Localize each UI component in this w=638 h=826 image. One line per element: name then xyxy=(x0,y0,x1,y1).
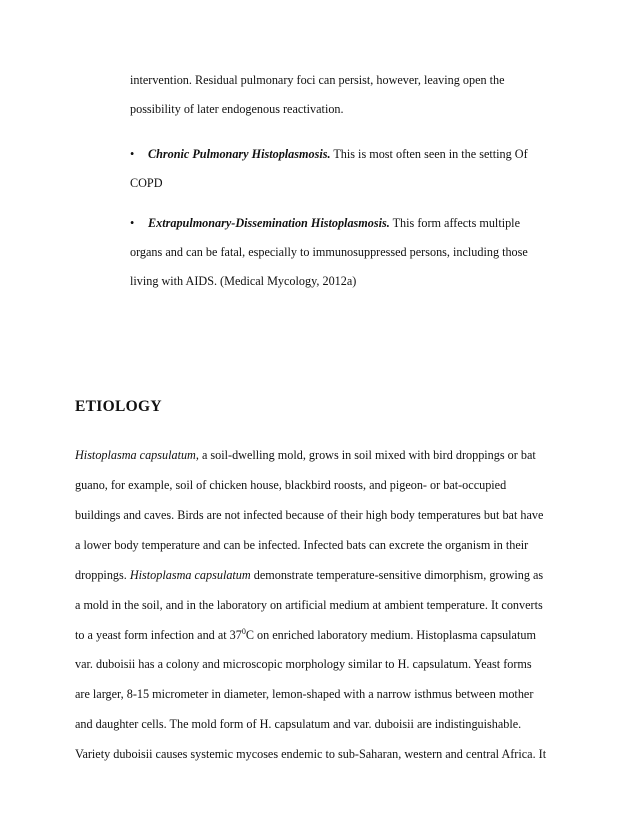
line-text: to a yeast form infection and at 37 xyxy=(75,628,242,642)
paragraph-line xyxy=(75,567,543,583)
section-heading: ETIOLOGY xyxy=(75,398,162,415)
intro-line-1: intervention. Residual pulmonary foci can persist, however, leaving open the xyxy=(130,73,505,87)
bullet-extrapulmonary xyxy=(130,215,520,231)
bullet-extrapulmonary-line-2: organs and can be fatal, especially to immunosuppressed persons, including those xyxy=(130,245,528,259)
bullet-text: This form affects multiple xyxy=(389,216,520,230)
paragraph-line xyxy=(75,627,536,643)
line-text: demonstrate temperature-sensitive dimorphism, growing as xyxy=(250,568,544,582)
bullet-extrapulmonary-line-3: living with AIDS. (Medical Mycology, 2012a) xyxy=(130,274,357,288)
paragraph-line: a mold in the soil, and in the laboratory on artificial medium at ambient temperature. It converts xyxy=(75,598,543,612)
species-name: Histoplasma capsulatum xyxy=(129,568,251,582)
bullet-title: Extrapulmonary-Dissemination Histoplasmosis. xyxy=(148,216,390,230)
bullet-chronic-line-2: COPD xyxy=(130,176,163,190)
line-text: C on enriched laboratory medium. Histoplasma capsulatum xyxy=(245,628,536,642)
bullet-title: Chronic Pulmonary Histoplasmosis. xyxy=(148,147,331,161)
paragraph-line: and daughter cells. The mold form of H. capsulatum and var. duboisii are indistinguishable. xyxy=(75,717,522,731)
paragraph-line: a lower body temperature and can be infected. Infected bats can excrete the organism in their xyxy=(75,538,529,552)
species-name: Histoplasma capsulatum, xyxy=(75,448,199,462)
line-text: droppings. xyxy=(75,568,130,582)
bullet-chronic xyxy=(130,146,528,162)
paragraph-line: buildings and caves. Birds are not infected because of their high body temperatures but bat have xyxy=(75,508,544,522)
paragraph-line: Variety duboisii causes systemic mycoses endemic to sub-Saharan, western and central Africa. It xyxy=(75,747,547,761)
bullet-symbol: • xyxy=(130,216,135,230)
bullet-text: This is most often seen in the setting Of xyxy=(330,147,528,161)
paragraph-line: guano, for example, soil of chicken house, blackbird roosts, and pigeon- or bat-occupied xyxy=(75,478,507,492)
paragraph-line xyxy=(75,447,536,463)
bullet-symbol: • xyxy=(130,147,135,161)
paragraph-line: are larger, 8-15 micrometer in diameter, lemon-shaped with a narrow isthmus between mother xyxy=(75,687,534,701)
paragraph-line: var. duboisii has a colony and microscopic morphology similar to H. capsulatum. Yeast forms xyxy=(75,657,532,671)
superscript: 0 xyxy=(241,627,246,636)
line-text: a soil-dwelling mold, grows in soil mixed with bird droppings or bat xyxy=(198,448,536,462)
intro-line-2: possibility of later endogenous reactivation. xyxy=(130,102,344,116)
